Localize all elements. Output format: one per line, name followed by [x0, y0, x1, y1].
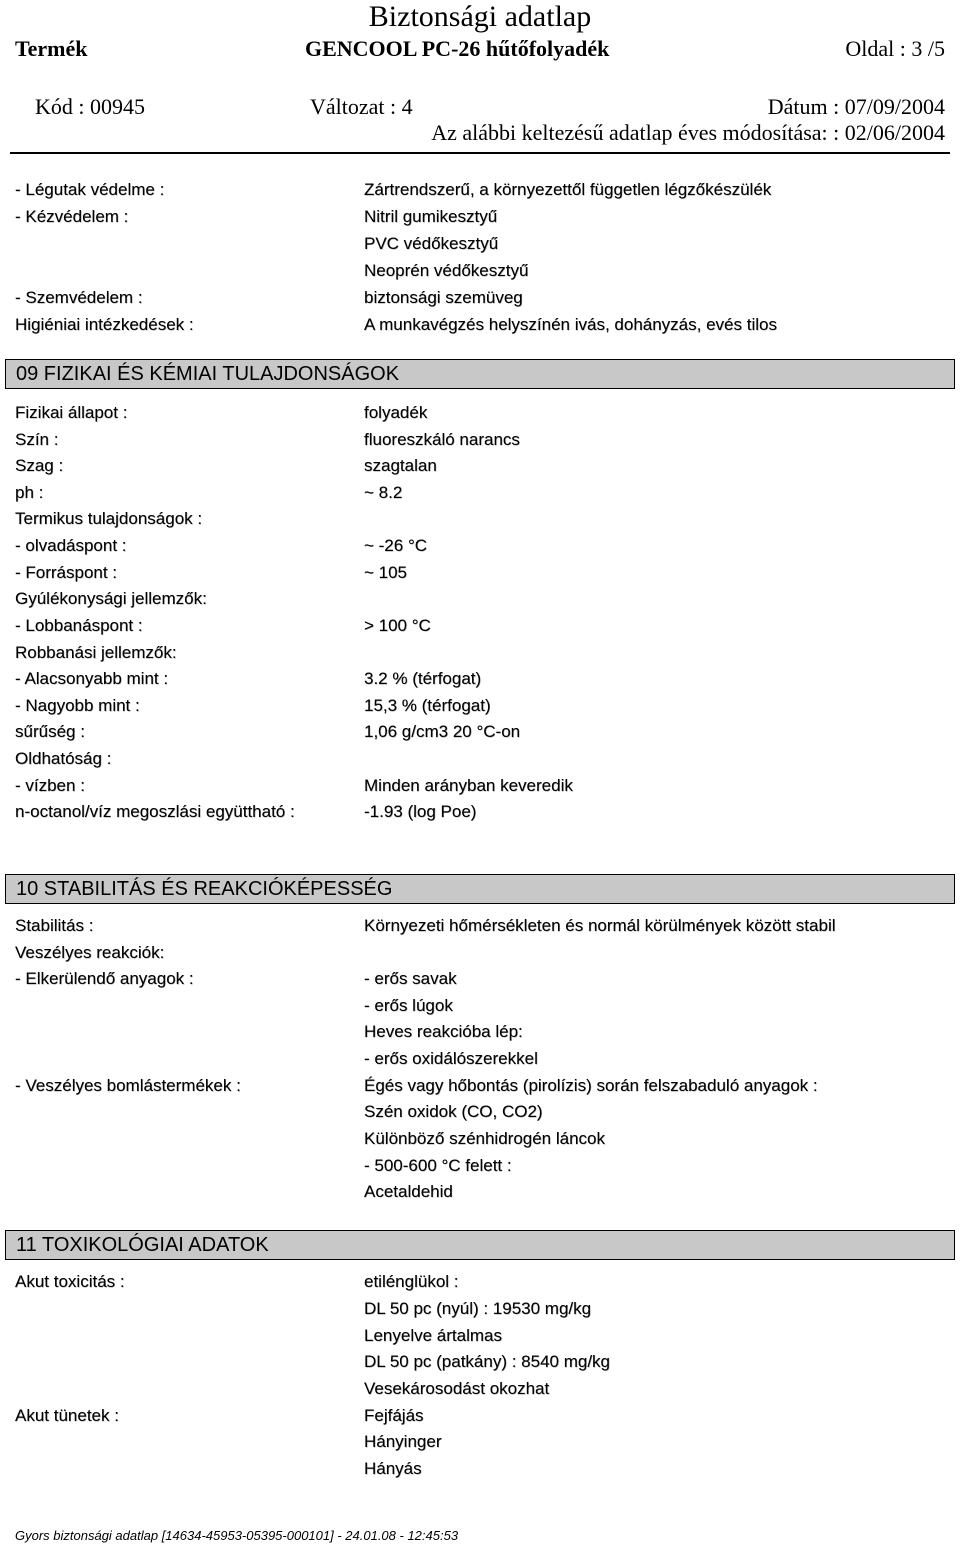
- page-info: Oldal : 3 /5: [845, 36, 945, 61]
- stability-value: Különböző szénhidrogén láncok: [364, 1129, 606, 1148]
- stability-label: Veszélyes reakciók:: [15, 943, 165, 962]
- property-label: Fizikai állapot :: [15, 403, 128, 422]
- toxicology-label: Akut tünetek :: [15, 1406, 119, 1425]
- property-label: - vízben :: [15, 776, 85, 795]
- toxicology-value: DL 50 pc (nyúl) : 19530 mg/kg: [364, 1299, 592, 1318]
- product-name: GENCOOL PC-26 hűtőfolyadék: [305, 36, 610, 61]
- stability-value: Égés vagy hőbontás (pirolízis) során felszabaduló anyagok :: [364, 1076, 818, 1095]
- toxicology-value: DL 50 pc (patkány) : 8540 mg/kg: [364, 1352, 611, 1371]
- property-label: Robbanási jellemzők:: [15, 643, 177, 662]
- stability-value: - erős lúgok: [364, 996, 453, 1015]
- document-title: Biztonsági adatlap: [368, 0, 592, 33]
- property-label: - olvadáspont :: [15, 536, 127, 555]
- property-value: ~ 105: [364, 563, 408, 582]
- header-divider: [10, 152, 950, 154]
- property-label: - Nagyobb mint :: [15, 696, 140, 715]
- property-label: Oldhatóság :: [15, 749, 112, 768]
- protection-value: A munkavégzés helyszínén ivás, dohányzás, evés tilos: [364, 315, 777, 334]
- date: Dátum : 07/09/2004: [767, 94, 945, 119]
- stability-value: - erős savak: [364, 969, 457, 988]
- protection-value: Nitril gumikesztyű: [364, 207, 498, 226]
- property-value: szagtalan: [364, 456, 437, 475]
- stability-label: - Veszélyes bomlástermékek :: [15, 1076, 241, 1095]
- stability-value: Szén oxidok (CO, CO2): [364, 1102, 543, 1121]
- protection-value: biztonsági szemüveg: [364, 288, 523, 307]
- property-value: 1,06 g/cm3 20 °C-on: [364, 722, 521, 741]
- property-value: 15,3 % (térfogat): [364, 696, 491, 715]
- property-value: ~ -26 °C: [364, 536, 428, 555]
- stability-value: Acetaldehid: [364, 1182, 453, 1201]
- protection-value: Neoprén védőkesztyű: [364, 261, 529, 280]
- protection-label: - Szemvédelem :: [15, 288, 143, 307]
- property-value: 3.2 % (térfogat): [364, 669, 482, 688]
- property-value: -1.93 (log Poe): [364, 802, 477, 821]
- stability-label: - Elkerülendő anyagok :: [15, 969, 194, 988]
- property-label: - Lobbanáspont :: [15, 616, 143, 635]
- property-label: ph :: [15, 483, 44, 502]
- property-label: Szín :: [15, 430, 59, 449]
- property-label: - Forráspont :: [15, 563, 118, 582]
- toxicology-value: Hányinger: [364, 1432, 442, 1451]
- protection-label: Higiéniai intézkedések :: [15, 315, 194, 334]
- version: Változat : 4: [310, 94, 413, 119]
- toxicology-value: etilénglükol :: [364, 1272, 459, 1291]
- toxicology-value: Lenyelve ártalmas: [364, 1326, 502, 1345]
- product-label: Termék: [15, 36, 88, 61]
- property-value: ~ 8.2: [364, 483, 403, 502]
- stability-value: Környezeti hőmérsékleten és normál körülmények között stabil: [364, 916, 836, 935]
- protection-value: Zártrendszerű, a környezettől független légzőkészülék: [364, 180, 772, 199]
- property-label: - Alacsonyabb mint :: [15, 669, 169, 688]
- property-value: > 100 °C: [364, 616, 431, 635]
- property-label: sűrűség :: [15, 722, 85, 741]
- stability-value: Heves reakcióba lép:: [364, 1022, 523, 1041]
- section-10-title: 10 STABILITÁS ÉS REAKCIÓKÉPESSÉG: [5, 874, 955, 904]
- property-label: Szag :: [15, 456, 64, 475]
- toxicology-value: Vesekárosodást okozhat: [364, 1379, 550, 1398]
- property-value: folyadék: [364, 403, 428, 422]
- protection-value: PVC védőkesztyű: [364, 234, 499, 253]
- code: Kód : 00945: [35, 94, 145, 119]
- page-footer: Gyors biztonsági adatlap [14634-45953-05395-000101] - 24.01.08 - 12:45:53: [15, 1528, 459, 1543]
- property-label: n-octanol/víz megoszlási együttható :: [15, 802, 295, 821]
- toxicology-label: Akut toxicitás :: [15, 1272, 125, 1291]
- property-value: Minden arányban keveredik: [364, 776, 573, 795]
- section-09-title: 09 FIZIKAI ÉS KÉMIAI TULAJDONSÁGOK: [5, 359, 955, 389]
- stability-value: - erős oxidálószerekkel: [364, 1049, 538, 1068]
- protection-label: - Kézvédelem :: [15, 207, 129, 226]
- stability-label: Stabilitás :: [15, 916, 94, 935]
- toxicology-value: Hányás: [364, 1459, 422, 1478]
- property-label: Termikus tulajdonságok :: [15, 509, 203, 528]
- toxicology-value: Fejfájás: [364, 1406, 424, 1425]
- protection-label: - Légutak védelme :: [15, 180, 165, 199]
- section-11-title: 11 TOXIKOLÓGIAI ADATOK: [5, 1230, 955, 1260]
- revision: Az alábbi keltezésű adatlap éves módosítása: : 02/06/2004: [431, 120, 945, 145]
- property-value: fluoreszkáló narancs: [364, 430, 520, 449]
- property-label: Gyúlékonysági jellemzők:: [15, 589, 207, 608]
- stability-value: - 500-600 °C felett :: [364, 1156, 512, 1175]
